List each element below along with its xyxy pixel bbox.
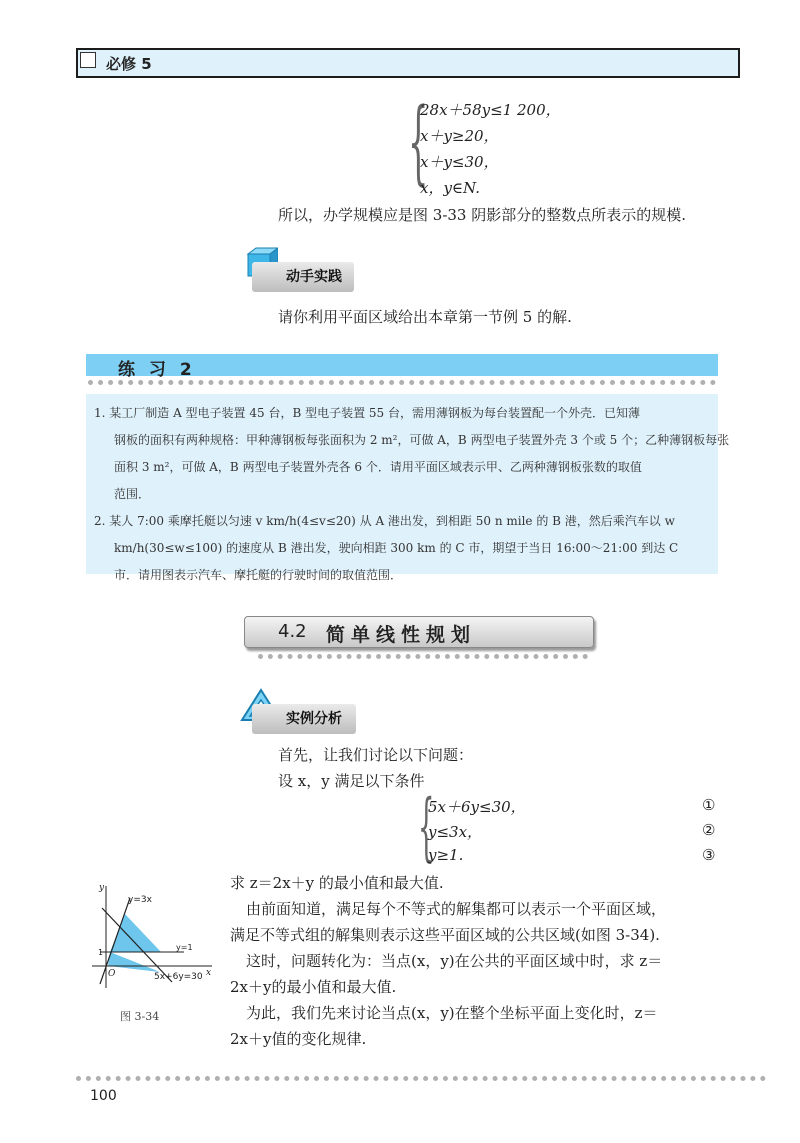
dotted-divider [88, 380, 716, 385]
practice-badge: 动手实践 [252, 262, 354, 292]
label-line: 5x+6y=30 [154, 972, 203, 982]
section-title: 简单线性规划 [326, 624, 477, 646]
body-p3: 求 z＝2x＋y 的最小值和最大值. [230, 874, 444, 892]
body-p2: 设 x，y 满足以下条件 [278, 772, 425, 790]
practice-text: 请你利用平面区域给出本章第一节例 5 的解. [278, 308, 572, 326]
tick-1-label: 1 [98, 948, 104, 957]
body-p4a: 由前面知道，满足每个不等式的解集都可以表示一个平面区域， [246, 900, 667, 918]
exercise-line-3: 面积 3 m²，可做 A，B 两型电子装置外壳各 6 个．请用平面区域表示甲、乙两种薄钢板张数的取值 [114, 460, 642, 474]
label-y3x: y=3x [128, 895, 152, 905]
figure-caption: 图 3-34 [120, 1010, 160, 1023]
label-y1: y=1 [176, 943, 193, 952]
exercise-line-5: 2. 某人 7:00 乘摩托艇以匀速 v km/h(4≤v≤20) 从 A 港出发，到相距 50 n mile 的 B 港，然后乘汽车以 w [94, 514, 675, 528]
exercise-line-6: km/h(30≤w≤100) 的速度从 B 港出发，驶向相距 300 km 的 C 市，期望于当日 16:00～21:00 到达 C [114, 541, 679, 555]
section-number: 4.2 [278, 621, 307, 642]
axis-x-label: x [206, 968, 212, 978]
exercise-line-7: 市．请用图表示汽车、摩托艇的行驶时间的取值范围． [114, 568, 403, 582]
figure-3-34 [88, 880, 218, 992]
header-title: 必修 5 [106, 55, 152, 73]
brace-icon: { [408, 88, 429, 195]
condition-1: 5x＋6y≤30， [428, 798, 526, 816]
body-p6a: 为此，我们先来讨论当点(x，y)在整个坐标平面上变化时，z＝ [246, 1004, 658, 1022]
condition-3: y≥1. [428, 846, 464, 864]
exercise-title: 练 习 2 [118, 360, 196, 380]
feasible-region [108, 952, 160, 972]
condition-3-number: ③ [702, 846, 716, 864]
inequality-4: x，y∈N. [420, 179, 480, 197]
condition-2-number: ② [702, 821, 716, 839]
inequality-1: 28x＋58y≤1 200， [420, 101, 561, 119]
origin-label: O [108, 969, 116, 979]
inequality-3: x＋y≤30， [420, 153, 499, 171]
axis-y-label: y [99, 883, 105, 893]
exercise-line-2: 钢板的面积有两种规格：甲种薄钢板每张面积为 2 m²，可做 A，B 两型电子装置外壳 3 个或 5 个；乙种薄钢板每张 [114, 433, 730, 447]
body-p5b: 2x＋y的最小值和最大值. [230, 978, 397, 996]
body-p6b: 2x＋y值的变化规律. [230, 1030, 367, 1048]
header-square-icon [80, 52, 96, 68]
condition-1-number: ① [702, 796, 716, 814]
paragraph-conclusion: 所以，办学规模应是图 3-33 阴影部分的整数点所表示的规模. [278, 206, 687, 224]
inequality-2: x＋y≥20， [420, 127, 499, 145]
header-bar [76, 48, 740, 78]
brace-icon: { [418, 784, 435, 870]
body-p4b: 满足不等式组的解集则表示这些平面区域的公共区域(如图 3-34). [230, 926, 660, 944]
page-number: 100 [90, 1088, 117, 1104]
exercise-line-4: 范围． [114, 487, 151, 501]
body-p5a: 这时，问题转化为：当点(x，y)在公共的平面区域中时，求 z＝ [246, 952, 663, 970]
condition-2: y≤3x， [428, 823, 483, 841]
example-badge: 实例分析 [252, 704, 356, 734]
section-dotted-divider [258, 654, 588, 659]
footer-dotted-divider [76, 1076, 766, 1081]
exercise-line-1: 1. 某工厂制造 A 型电子装置 45 台，B 型电子装置 55 台，需用薄钢板为每台装置配一个外壳．已知薄 [94, 406, 640, 420]
body-p1: 首先，让我们讨论以下问题： [278, 746, 474, 764]
